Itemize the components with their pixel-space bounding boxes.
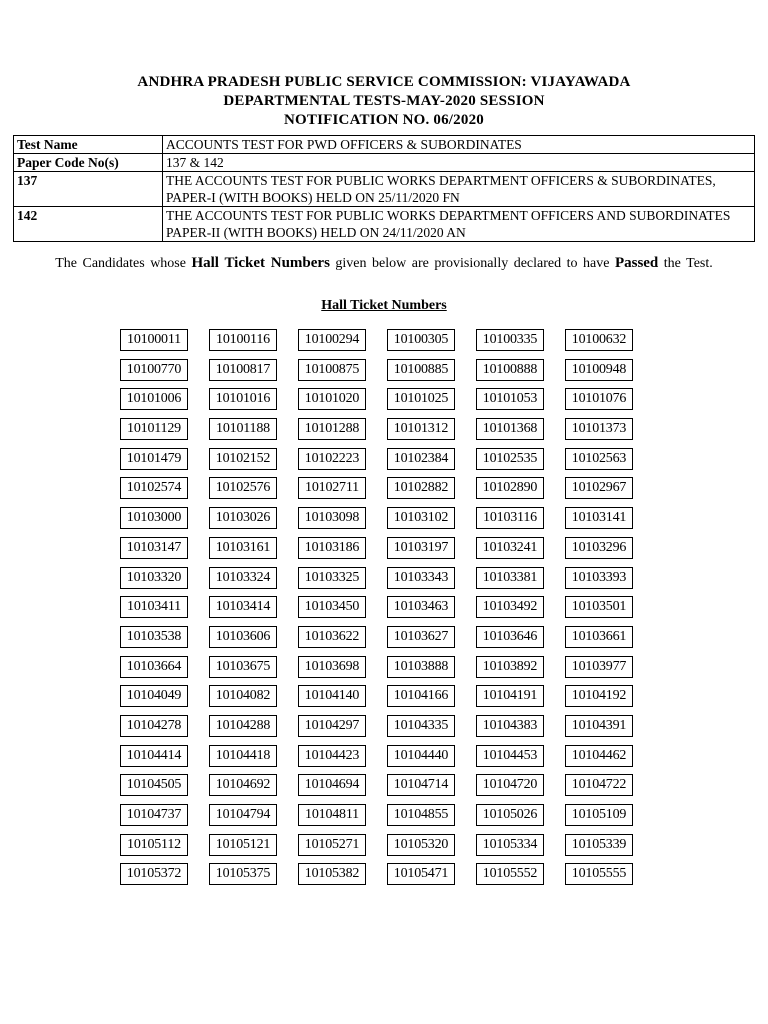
hall-ticket-number: 10100305 (387, 329, 455, 351)
hall-ticket-number: 10103324 (209, 567, 277, 589)
statement-bold-hall-ticket: Hall Ticket Numbers (191, 255, 330, 271)
hall-ticket-number: 10104049 (120, 685, 188, 707)
hall-ticket-number: 10105375 (209, 863, 277, 885)
hall-ticket-number: 10101076 (565, 388, 633, 410)
hall-ticket-number: 10102967 (565, 477, 633, 499)
document-header (0, 73, 768, 130)
statement-text: the Test. (663, 256, 713, 271)
hall-ticket-number: 10105026 (476, 804, 544, 826)
hall-ticket-number: 10104423 (298, 745, 366, 767)
hall-ticket-number: 10103116 (476, 507, 544, 529)
statement-text: The Candidates whose (55, 256, 186, 271)
hall-ticket-number: 10100294 (298, 329, 366, 351)
hall-ticket-number: 10100888 (476, 359, 544, 381)
hall-ticket-number: 10103161 (209, 537, 277, 559)
hall-ticket-number: 10100116 (209, 329, 277, 351)
hall-ticket-number: 10105320 (387, 834, 455, 856)
notification-number: NOTIFICATION NO. 06/2020 (284, 112, 484, 128)
hall-ticket-number: 10104192 (565, 685, 633, 707)
hall-ticket-number: 10102576 (209, 477, 277, 499)
hall-ticket-number: 10101020 (298, 388, 366, 410)
info-row-paper-code (14, 154, 755, 172)
hall-ticket-number: 10101188 (209, 418, 277, 440)
hall-ticket-number: 10103463 (387, 596, 455, 618)
hall-ticket-number: 10104418 (209, 745, 277, 767)
hall-ticket-number: 10103241 (476, 537, 544, 559)
info-label: Test Name (14, 136, 163, 154)
statement-bold-passed: Passed (614, 255, 659, 271)
hall-ticket-number: 10104140 (298, 685, 366, 707)
hall-ticket-number: 10104720 (476, 774, 544, 796)
hall-ticket-number: 10103320 (120, 567, 188, 589)
hall-ticket-number: 10101006 (120, 388, 188, 410)
hall-ticket-number: 10103141 (565, 507, 633, 529)
hall-ticket-number: 10102890 (476, 477, 544, 499)
hall-ticket-number: 10102563 (565, 448, 633, 470)
hall-ticket-number: 10104453 (476, 745, 544, 767)
hall-ticket-number: 10103892 (476, 656, 544, 678)
hall-ticket-number: 10103147 (120, 537, 188, 559)
hall-ticket-number: 10103492 (476, 596, 544, 618)
hall-ticket-number: 10100817 (209, 359, 277, 381)
hall-ticket-number: 10101368 (476, 418, 544, 440)
hall-ticket-number: 10105552 (476, 863, 544, 885)
hall-ticket-number: 10100885 (387, 359, 455, 381)
hall-ticket-number: 10103450 (298, 596, 366, 618)
info-value: 137 & 142 (163, 154, 755, 172)
hall-ticket-number: 10103664 (120, 656, 188, 678)
hall-ticket-number: 10103661 (565, 626, 633, 648)
hall-ticket-number: 10105339 (565, 834, 633, 856)
hall-ticket-number: 10103343 (387, 567, 455, 589)
hall-ticket-number: 10103606 (209, 626, 277, 648)
hall-ticket-number: 10103977 (565, 656, 633, 678)
hall-ticket-number: 10101053 (476, 388, 544, 410)
hall-ticket-list-title: Hall Ticket Numbers (321, 298, 447, 313)
hall-ticket-number: 10104335 (387, 715, 455, 737)
hall-ticket-number: 10102384 (387, 448, 455, 470)
hall-ticket-number: 10103186 (298, 537, 366, 559)
hall-ticket-number: 10103381 (476, 567, 544, 589)
session-title: DEPARTMENTAL TESTS-MAY-2020 SESSION (223, 93, 545, 109)
hall-ticket-number: 10101016 (209, 388, 277, 410)
hall-ticket-number: 10104737 (120, 804, 188, 826)
hall-ticket-number: 10105334 (476, 834, 544, 856)
hall-ticket-number: 10101479 (120, 448, 188, 470)
hall-ticket-number: 10105109 (565, 804, 633, 826)
hall-ticket-number: 10100948 (565, 359, 633, 381)
hall-ticket-number: 10103538 (120, 626, 188, 648)
hall-ticket-number: 10103393 (565, 567, 633, 589)
hall-ticket-number: 10104794 (209, 804, 277, 826)
hall-ticket-number: 10104288 (209, 715, 277, 737)
hall-ticket-number: 10103698 (298, 656, 366, 678)
hall-ticket-number: 10103888 (387, 656, 455, 678)
hall-ticket-number: 10104191 (476, 685, 544, 707)
hall-ticket-number: 10103296 (565, 537, 633, 559)
hall-ticket-number: 10100770 (120, 359, 188, 381)
hall-ticket-number: 10104297 (298, 715, 366, 737)
hall-ticket-number: 10104383 (476, 715, 544, 737)
hall-ticket-number: 10104811 (298, 804, 366, 826)
hall-ticket-number: 10101312 (387, 418, 455, 440)
hall-ticket-number: 10105555 (565, 863, 633, 885)
hall-ticket-number: 10104391 (565, 715, 633, 737)
hall-ticket-number: 10103102 (387, 507, 455, 529)
hall-ticket-number: 10103675 (209, 656, 277, 678)
hall-ticket-number: 10103627 (387, 626, 455, 648)
hall-ticket-number: 10100011 (120, 329, 188, 351)
hall-ticket-number: 10103411 (120, 596, 188, 618)
hall-ticket-number: 10103414 (209, 596, 277, 618)
hall-ticket-number: 10102574 (120, 477, 188, 499)
hall-ticket-number: 10100875 (298, 359, 366, 381)
hall-ticket-number: 10105112 (120, 834, 188, 856)
statement-text: given below are provisionally declared to have (335, 256, 610, 271)
hall-ticket-number: 10100335 (476, 329, 544, 351)
hall-ticket-number: 10101129 (120, 418, 188, 440)
info-value: ACCOUNTS TEST FOR PWD OFFICERS & SUBORDINATES (163, 136, 755, 154)
hall-ticket-number: 10103501 (565, 596, 633, 618)
info-label: 137 (14, 172, 163, 207)
info-label: 142 (14, 207, 163, 242)
hall-ticket-number: 10102152 (209, 448, 277, 470)
hall-ticket-number: 10104722 (565, 774, 633, 796)
info-label: Paper Code No(s) (14, 154, 163, 172)
commission-title: ANDHRA PRADESH PUBLIC SERVICE COMMISSION: VIJAYAWADA (137, 74, 631, 90)
hall-ticket-number: 10101025 (387, 388, 455, 410)
hall-ticket-number: 10105372 (120, 863, 188, 885)
hall-ticket-number: 10104414 (120, 745, 188, 767)
hall-ticket-number: 10104440 (387, 745, 455, 767)
hall-ticket-number: 10105271 (298, 834, 366, 856)
hall-ticket-number: 10103325 (298, 567, 366, 589)
hall-ticket-number: 10103000 (120, 507, 188, 529)
hall-ticket-number: 10101373 (565, 418, 633, 440)
hall-ticket-number: 10104505 (120, 774, 188, 796)
hall-ticket-number: 10100632 (565, 329, 633, 351)
hall-ticket-grid (120, 329, 633, 885)
hall-ticket-number: 10104714 (387, 774, 455, 796)
hall-ticket-number: 10104462 (565, 745, 633, 767)
result-statement (25, 254, 743, 273)
hall-ticket-number: 10103646 (476, 626, 544, 648)
hall-ticket-number: 10103197 (387, 537, 455, 559)
hall-ticket-number: 10102882 (387, 477, 455, 499)
hall-ticket-number: 10104694 (298, 774, 366, 796)
info-row-paper-137 (14, 172, 755, 207)
hall-ticket-number: 10102535 (476, 448, 544, 470)
hall-ticket-number: 10102223 (298, 448, 366, 470)
hall-ticket-number: 10105471 (387, 863, 455, 885)
test-info-table (13, 135, 755, 242)
hall-ticket-number: 10104082 (209, 685, 277, 707)
info-value: THE ACCOUNTS TEST FOR PUBLIC WORKS DEPARTMENT OFFICERS & SUBORDINATES, PAPER-I (WITH BOOKS) HELD ON 25/11/2020 FN (163, 172, 755, 207)
hall-ticket-number: 10104692 (209, 774, 277, 796)
hall-ticket-number: 10105382 (298, 863, 366, 885)
info-row-paper-142 (14, 207, 755, 242)
hall-ticket-number: 10102711 (298, 477, 366, 499)
hall-ticket-number: 10105121 (209, 834, 277, 856)
hall-ticket-number: 10104855 (387, 804, 455, 826)
hall-ticket-number: 10104166 (387, 685, 455, 707)
hall-ticket-number: 10101288 (298, 418, 366, 440)
hall-ticket-number: 10104278 (120, 715, 188, 737)
info-row-test-name (14, 136, 755, 154)
hall-ticket-number: 10103622 (298, 626, 366, 648)
info-value: THE ACCOUNTS TEST FOR PUBLIC WORKS DEPARTMENT OFFICERS AND SUBORDINATES PAPER-II (WITH BOOKS) HELD ON 24/11/2020 AN (163, 207, 755, 242)
hall-ticket-number: 10103098 (298, 507, 366, 529)
hall-ticket-number: 10103026 (209, 507, 277, 529)
